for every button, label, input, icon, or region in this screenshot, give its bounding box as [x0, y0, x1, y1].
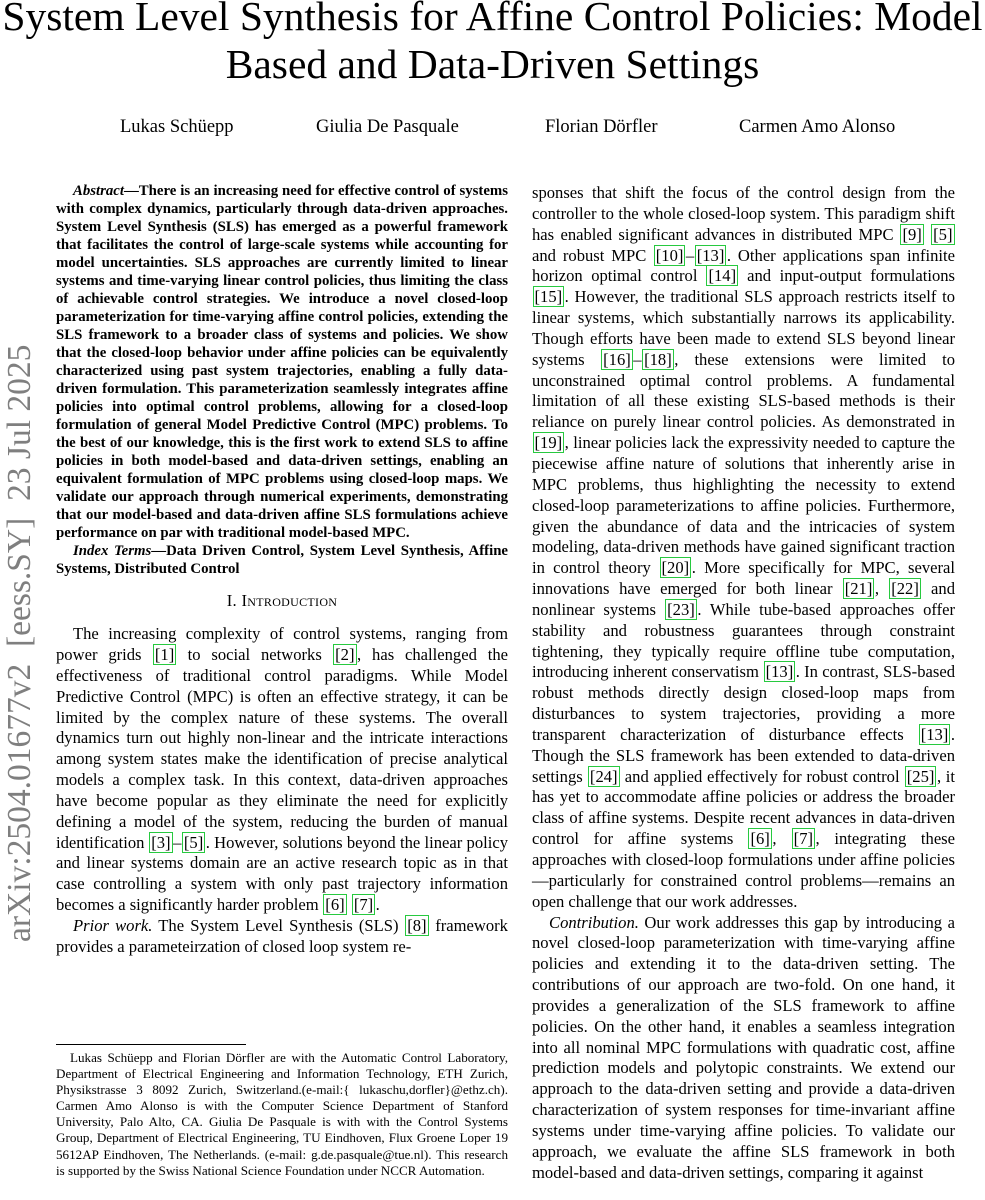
body-paragraph: [532, 183, 955, 913]
text-run: [924, 225, 930, 244]
abstract-label: Abstract: [73, 183, 124, 199]
citation-link[interactable]: [3]: [151, 832, 171, 852]
text-run: . However, solutions beyond the linear policy and linear systems domain are an active research topic as in that case controlling a system with only past trajectory information becomes a significantly harder problem: [56, 832, 508, 915]
text-run: to social networks: [176, 645, 333, 665]
text-run: and input-output formulations: [738, 266, 955, 286]
citation-link[interactable]: [1]: [154, 645, 175, 665]
citation-link[interactable]: [13]: [696, 245, 725, 265]
text-run: . More specifically for MPC, several innovations have emerged for both linear: [532, 558, 955, 599]
text-run: Our work addresses this gap by introducing a novel closed-loop parameterization with time-varying affine policies and extending it to the data-driven setting. The contributions of our approach are two-fold. On one hand, it provides a generalization of the SLS framework to affine policies. On the other hand, it enables a seamless integration into all nominal MPC formulations with quadratic cost, affine prediction models and polytopic constraints. We extend our approach to the data-driven setting and provide a data-driven characterization of system responses for time-invariant affine systems under time-varying affine policies. To validate our approach, we evaluate the affine SLS framework in both model-based and data-driven settings, comparing it against: [532, 912, 955, 1182]
body-paragraph: [532, 913, 955, 1184]
text-run: . However, the traditional SLS approach restricts itself to linear systems, which substantially narrows its applicability. Though efforts have been made to extend SLS beyond linear systems: [532, 287, 955, 369]
citation-link[interactable]: [20]: [661, 558, 690, 578]
section-heading: [56, 591, 508, 612]
text-run: [347, 895, 351, 914]
paper-title: System Level Synthesis for Affine Control Policies: Model Based and Data-Driven Settings: [2, 0, 983, 87]
text-run: The System Level Synthesis (SLS): [152, 916, 405, 935]
footnote-divider: [56, 1044, 246, 1045]
text-run: sponses that shift the focus of the control design from the controller to the whole closed-loop system. This paradigm shift has enabled significant advances in distributed MPC: [532, 183, 955, 244]
index-terms: [56, 542, 508, 578]
section-title: Introduction: [241, 591, 338, 611]
text-run: , these extensions were limited to unconstrained optimal control problems. A fundamental limitation of all these existing SLS-based methods is their reliance on purely linear control policies. As demonstrated in: [532, 349, 956, 432]
abstract: [56, 182, 508, 542]
citation-link[interactable]: [5]: [933, 224, 953, 244]
section-number: I.: [226, 591, 242, 611]
text-run: . Though the SLS framework has been extended to data-driven settings: [532, 724, 955, 786]
right-column: [532, 183, 955, 1184]
text-run: The increasing complexity of control systems, ranging from power grids: [56, 624, 508, 665]
text-run: –: [633, 349, 642, 369]
body-paragraph: [56, 624, 508, 916]
text-run: ,: [874, 579, 889, 599]
text-run: . While tube-based approaches offer stability and robustness guarantees through constraint tightening, they typically require offline tube computation, introducing inherent conservatism: [532, 599, 956, 682]
citation-link[interactable]: [13]: [765, 662, 794, 682]
citation-link[interactable]: [8]: [407, 916, 427, 935]
citation-link[interactable]: [9]: [902, 224, 922, 244]
text-run: –: [173, 832, 182, 852]
text-run: ,: [772, 829, 792, 849]
text-run: and applied effectively for robust control: [620, 766, 905, 786]
text-run: and robust MPC: [532, 245, 654, 265]
text-run: , integrating these approaches with closed-loop formulations under affine policies—particularly for constrained control problems—remains an open challenge that our work addresses.: [532, 829, 956, 911]
citation-link[interactable]: [5]: [183, 832, 204, 852]
left-column: [56, 182, 508, 958]
text-run: . In contrast, SLS-based robust methods directly design closed-loop maps from disturbances to system trajectories, providing a more transparent characterization of disturbance effects: [532, 662, 955, 744]
arxiv-identifier: arXiv:2504.01677v2 [eess.SY] 23 Jul 2025: [1, 344, 38, 942]
text-run: , it has yet to accommodate affine policies or address the broader class of affine systems. Despite recent advances in data-driven control for affine systems: [532, 766, 956, 849]
citation-link[interactable]: [6]: [750, 829, 770, 849]
text-run: , linear policies lack the expressivity needed to capture the piecewise affine nature of solutions that inherently arise in MPC problems, thus highlighting the necessity to extend closed-loop parameterizations to affine policies. Furthermore, given the abundance of data and the intricacies of system modeling, data-driven methods have gained significant traction in control theory: [532, 433, 955, 578]
index-terms-label: Index Terms: [73, 543, 152, 560]
citation-link[interactable]: [16]: [603, 349, 631, 369]
citation-link[interactable]: [21]: [844, 579, 873, 599]
author-name: Florian Dörfler: [545, 117, 658, 137]
text-run: –: [685, 245, 695, 265]
citation-link[interactable]: [23]: [667, 599, 695, 619]
citation-link[interactable]: [7]: [793, 829, 814, 849]
paragraph-label: Prior work.: [73, 916, 153, 935]
text-run: framework provides a parameteirzation of closed loop system re-: [56, 916, 508, 956]
body-paragraph: [56, 916, 508, 958]
citation-link[interactable]: [2]: [335, 645, 355, 665]
citation-link[interactable]: [24]: [589, 766, 618, 786]
text-run: . Other applications span infinite horizon optimal control: [532, 245, 955, 286]
text-run: .: [375, 895, 380, 915]
text-run: , has challenged the effectiveness of traditional control paradigms. While Model Predictive Control (MPC) is often an effective strategy, it can be limited by the complex nature of these systems. The overall dynamics turn out highly non-linear and the intricate interactions among system states make the identification of precise analytical models a complex task. In this context, data-driven approaches have become popular as they eliminate the need for explicitly defining a model of the system, reducing the burden of manual identification: [56, 645, 509, 852]
text-run: and nonlinear systems: [532, 579, 956, 619]
citation-link[interactable]: [25]: [906, 766, 935, 786]
citation-link[interactable]: [13]: [920, 724, 949, 744]
paragraph-label: Contribution.: [549, 912, 639, 932]
author-list: [0, 117, 985, 147]
citation-link[interactable]: [19]: [534, 433, 563, 453]
author-name: Lukas Schüepp: [120, 117, 234, 137]
citation-link[interactable]: [22]: [891, 579, 919, 599]
citation-link[interactable]: [6]: [325, 895, 345, 915]
abstract-text: —There is an increasing need for effective control of systems with complex dynamics, particularly through data-driven approaches. System Level Synthesis (SLS) has emerged as a powerful framework that facilitates the control of large-scale systems while accounting for model uncertainties. SLS approaches are currently limited to linear systems and time-varying linear control policies, thus limiting the class of achievable control strategies. We introduce a novel closed-loop parameterization for time-varying affine control policies, extending the SLS framework to a broader class of systems and policies. We show that the closed-loop behavior under affine policies can be equivalently characterized using past system trajectories, enabling a fully data-driven formulation. This parameterization seamlessly integrates affine policies into optimal control problems, allowing for a closed-loop formulation of general Model Predictive Control (MPC) problems. To the best of our knowledge, this is the first work to extend SLS to affine policies in both model-based and data-driven settings, enabling an equivalent formulation of MPC problems using closed-loop maps. We validate our approach through numerical experiments, demonstrating that our model-based and data-driven affine SLS formulations achieve performance on par with traditional model-based MPC.: [56, 183, 508, 542]
author-affiliation-footnote: Lukas Schüepp and Florian Dörfler are with the Automatic Control Laboratory, Department of Electrical Engineering and Information Technology, ETH Zurich, Physikstrasse 3 8092 Zurich, Switzerland.(e-mail:{ lukaschu,dorfler}@ethz.ch). Carmen Amo Alonso is with the Computer Science Department of Stanford University, Palo Alto, CA. Giulia De Pasquale is with with the Control Systems Group, Department of Electrical Engineering, TU Eindhoven, Flux Groene Loper 19 5612AP Eindhoven, The Netherlands. (e-mail: g.de.pasquale@tue.nl). This research is supported by the Swiss National Science Foundation under NCCR Automation.: [56, 1050, 508, 1178]
citation-link[interactable]: [18]: [644, 349, 672, 369]
citation-link[interactable]: [10]: [655, 245, 684, 265]
author-name: Giulia De Pasquale: [316, 117, 459, 137]
citation-link[interactable]: [14]: [708, 266, 737, 286]
author-name: Carmen Amo Alonso: [739, 117, 896, 137]
index-terms-text: —Data Driven Control, System Level Synthesis, Affine Systems, Distributed Control: [56, 543, 508, 578]
citation-link[interactable]: [7]: [353, 895, 374, 915]
citation-link[interactable]: [15]: [534, 287, 563, 307]
